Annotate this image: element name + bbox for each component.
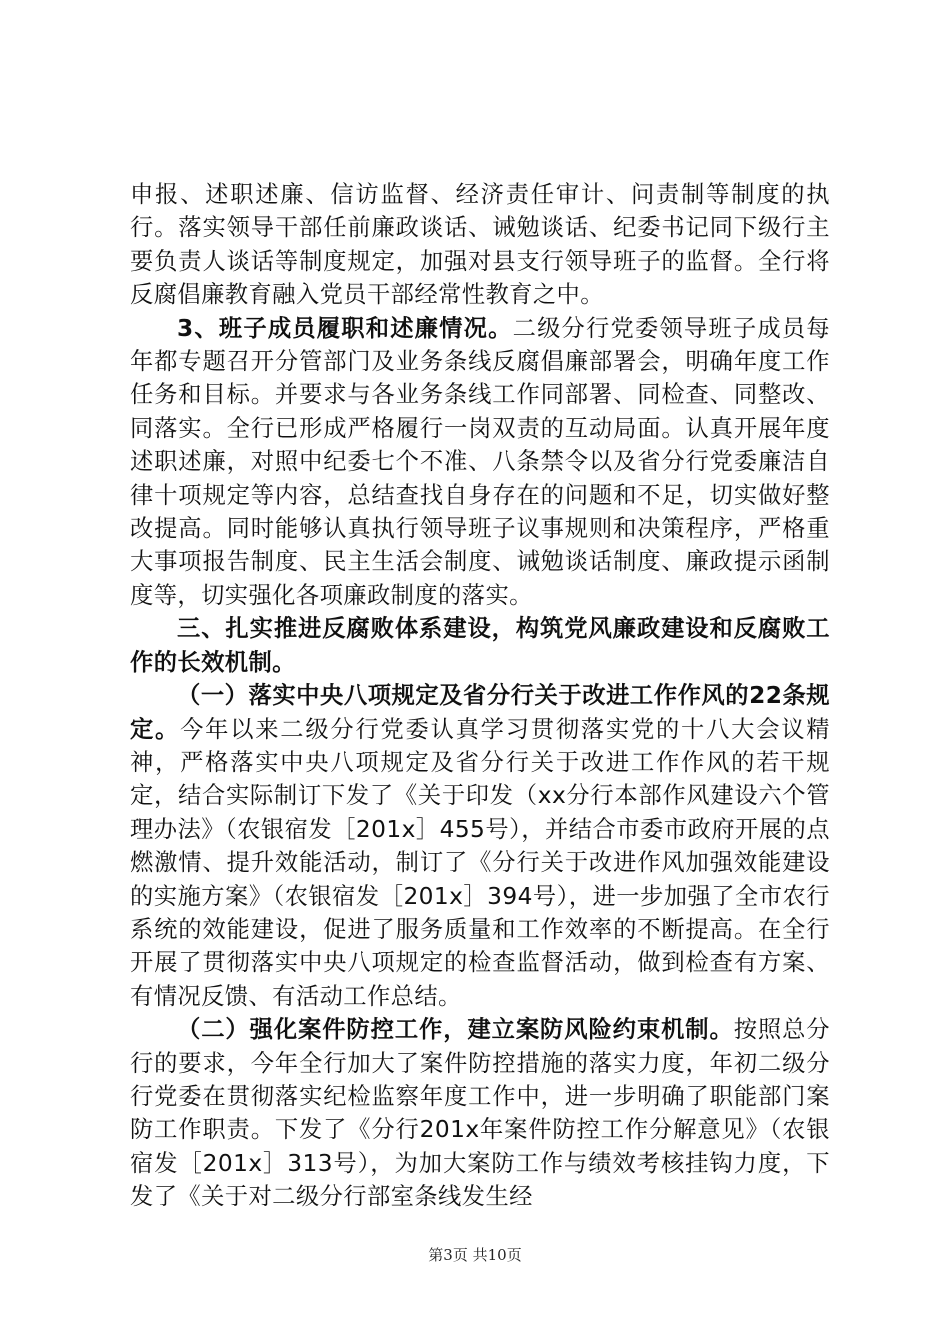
document-body	[130, 178, 830, 1214]
paragraph-5-heading: （二）强化案件防控工作，建立案防风险约束机制。	[177, 1016, 734, 1044]
paragraph-4-heading: （一）落实中央八项规定及省分行关于改进工作作风的22条规定。	[130, 682, 830, 743]
paragraph-1-text: 申报、述职述廉、信访监督、经济责任审计、问责制等制度的执行。落实领导干部任前廉政谈话、诫勉谈话、纪委书记同下级行主要负责人谈话等制度规定，加强对县支行领导班子的监督。全行将反腐倡廉教育融入党员干部经常性教育之中。	[130, 181, 830, 309]
paragraph-5-text: 按照总分行的要求，今年全行加大了案件防控措施的落实力度，年初二级分行党委在贯彻落实纪检监察年度工作中，进一步明确了职能部门案防工作职责。下发了《分行201x年案件防控工作分解意见》（农银宿发［201x］313号），为加大案防工作与绩效考核挂钩力度，下发了《关于对二级分行部室条线发生经	[130, 1016, 830, 1211]
page-number-footer: 第3页 共10页	[428, 1246, 522, 1264]
paragraph-3	[130, 612, 830, 679]
paragraph-1	[130, 178, 830, 312]
paragraph-2	[130, 312, 830, 613]
paragraph-4	[130, 679, 830, 1013]
paragraph-2-heading: 3、班子成员履职和述廉情况。	[177, 314, 513, 342]
paragraph-5	[130, 1013, 830, 1213]
section-heading: 三、扎实推进反腐败体系建设，构筑党风廉政建设和反腐败工作的长效机制。	[130, 615, 830, 676]
paragraph-2-text: 二级分行党委领导班子成员每年都专题召开分管部门及业务条线反腐倡廉部署会，明确年度工作任务和目标。并要求与各业务条线工作同部署、同检查、同整改、同落实。全行已形成严格履行一岗双责的互动局面。认真开展年度述职述廉，对照中纪委七个不准、八条禁令以及省分行党委廉洁自律十项规定等内容，总结查找自身存在的问题和不足，切实做好整改提高。同时能够认真执行领导班子议事规则和决策程序，严格重大事项报告制度、民主生活会制度、诫勉谈话制度、廉政提示函制度等，切实强化各项廉政制度的落实。	[130, 314, 831, 609]
paragraph-4-text: 今年以来二级分行党委认真学习贯彻落实党的十八大会议精神，严格落实中央八项规定及省分行关于改进工作作风的若干规定，结合实际制订下发了《关于印发（xx分行本部作风建设六个管理办法》（农银宿发［201x］455号），并结合市委市政府开展的点燃激情、提升效能活动，制订了《分行关于改进作风加强效能建设的实施方案》（农银宿发［201x］394号），进一步加强了全市农行系统的效能建设，促进了服务质量和工作效率的不断提高。在全行开展了贯彻落实中央八项规定的检查监督活动，做到检查有方案、有情况反馈、有活动工作总结。	[130, 715, 830, 1010]
